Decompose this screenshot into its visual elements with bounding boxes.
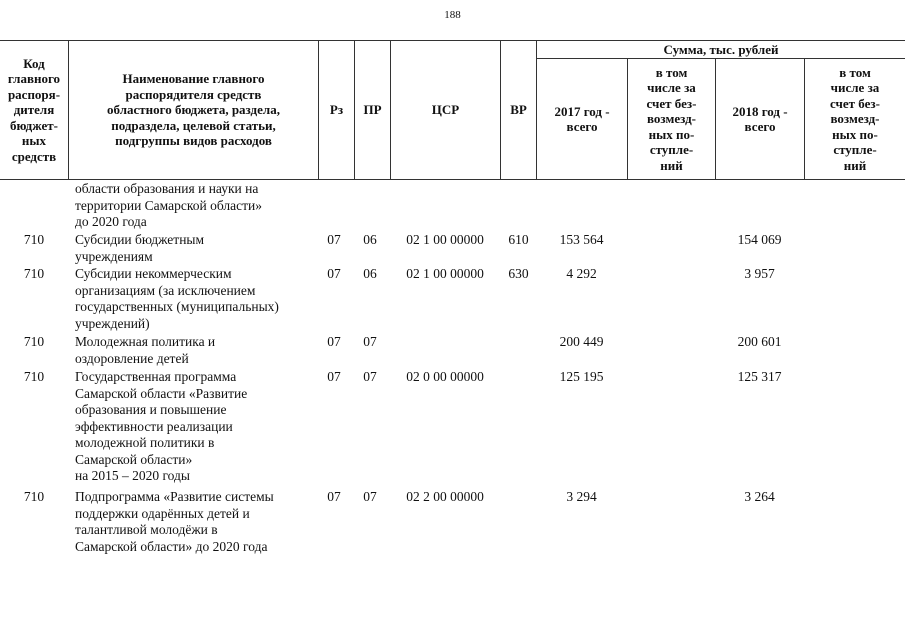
text-line: средств [11,148,57,164]
header-name-text [107,71,280,149]
cell-csr: 02 1 00 00000 [406,232,484,247]
text-line: Самарской области» до 2020 года [75,538,268,554]
cell-sum-2017: 3 294 [566,489,597,504]
text-line: ступле- [833,142,877,158]
text-line: учреждений) [75,315,150,331]
header-csr-text: ЦСР [431,102,460,118]
cell-kod: 710 [23,489,45,504]
text-line: счет без- [646,95,697,111]
text-line: Субсидии некоммерческим [75,266,232,281]
text-line: молодежной политики в [75,435,215,450]
text-line: в том [839,64,871,80]
header-2018 [716,59,804,179]
header-rz-text: Рз [329,102,344,118]
cell-vr: 610 [508,232,529,247]
text-line: в том [655,64,688,80]
cell-rz: 07 [327,334,341,349]
text-line: ных по- [832,126,878,142]
page-number: 188 [444,9,461,21]
text-line: Самарской области» [75,451,193,467]
cell-csr: 02 0 00 00000 [406,369,484,384]
text-line: всего [566,119,598,134]
cell-kod: 710 [23,369,45,384]
cell-sum-2017: 153 564 [559,232,604,247]
text-line: области образования и науки на [75,181,259,196]
text-line: всего [744,119,776,134]
text-line: эффективности реализации [75,418,233,434]
header-rz [319,41,354,179]
header-name [69,41,318,179]
header-2017-text [554,104,609,135]
cell-sum-2018: 200 601 [737,334,782,349]
cell-pr: 07 [363,369,377,384]
header-2018-text [732,104,787,135]
cell-name [75,266,315,332]
text-line: до 2020 года [75,214,147,229]
cell-name [75,232,315,265]
text-line: подраздела, целевой статьи, [111,117,276,133]
text-line: распоря- [7,86,61,102]
header-2017-bv-text [647,65,697,174]
text-line: числе за [830,80,880,96]
text-line: подгруппы видов расходов [115,133,272,149]
text-line: бюджет- [9,117,58,133]
cell-sum-2017: 200 449 [559,334,604,349]
cell-csr: 02 2 00 00000 [406,489,484,504]
cell-pr: 07 [363,334,377,349]
text-line: Подпрограмма «Развитие системы [75,489,274,504]
header-kod-text [8,56,60,165]
cell-pr: 07 [363,489,377,504]
header-vr [501,41,536,179]
text-line: ных по- [648,126,695,142]
cell-vr: 630 [508,266,529,281]
text-line: ний [660,157,683,173]
text-line: счет без- [830,95,880,111]
text-line: учреждениям [75,248,153,264]
header-vr-text: ВР [510,102,527,118]
text-line: образования и повышение [75,402,227,417]
header-kod [0,41,68,179]
text-line: числе за [647,80,696,96]
cell-sum-2017: 125 195 [559,369,604,384]
text-line: талантливой молодёжи в [75,522,218,537]
text-line: организациям (за исключением [75,282,256,298]
text-line: главного [7,71,61,87]
cell-sum-2018: 3 957 [744,266,775,281]
text-line: 2017 год - [554,103,610,119]
text-line: 2018 год - [732,103,788,119]
cell-rz: 07 [327,266,341,281]
text-line: ний [843,157,867,173]
cell-rz: 07 [327,489,341,504]
text-line: на 2015 – 2020 годы [75,468,190,483]
text-line: ных [21,133,47,149]
text-line: возмезд- [647,111,696,127]
cell-name [75,369,315,485]
text-line: Самарской области «Развитие [75,385,248,401]
header-summa [537,41,905,58]
cell-sum-2018: 3 264 [744,489,775,504]
text-line: Субсидии бюджетным [75,232,205,247]
header-csr [391,41,500,179]
header-2018-bv [805,59,905,179]
cell-name [75,181,315,231]
text-line: Молодежная политика и [75,334,216,349]
cell-pr: 06 [363,232,377,247]
text-line: территории Самарской области» [75,197,262,213]
header-2017-bv [628,59,715,179]
text-line: Код [23,55,45,71]
cell-name [75,334,315,367]
cell-sum-2018: 125 317 [737,369,782,384]
header-pr [355,41,390,179]
cell-csr: 02 1 00 00000 [406,266,484,281]
text-line: дителя [13,102,55,118]
text-line: областного бюджета, раздела, [107,102,280,118]
header-2017 [537,59,627,179]
cell-kod: 710 [23,232,45,247]
header-2018-bv-text [830,65,880,174]
text-line: оздоровление детей [75,350,189,366]
cell-name [75,489,315,555]
text-line: Наименование главного [122,71,265,87]
text-line: государственных (муниципальных) [75,299,279,314]
header-summa-text: Сумма, тыс. рублей [663,41,779,57]
cell-kod: 710 [23,334,45,349]
cell-rz: 07 [327,369,341,384]
header-pr-text: ПР [363,102,382,118]
text-line: ступле- [649,142,694,158]
cell-rz: 07 [327,232,341,247]
text-line: Государственная программа [75,369,237,384]
cell-sum-2018: 154 069 [737,232,782,247]
cell-kod: 710 [23,266,45,281]
text-line: распорядителя средств [125,86,262,102]
text-line: поддержки одарённых детей и [75,505,250,521]
cell-sum-2017: 4 292 [566,266,597,281]
cell-pr: 06 [363,266,377,281]
text-line: возмезд- [830,111,880,127]
